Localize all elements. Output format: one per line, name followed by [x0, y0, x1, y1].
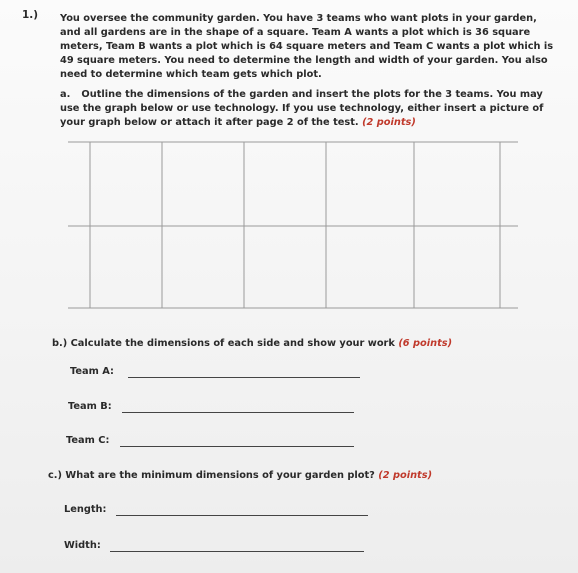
part-a-label: a. [60, 89, 71, 100]
part-a-text: Outline the dimensions of the garden and insert the plots for the 3 teams. You may use the graph below or use technology. If you use technology, either insert a picture of your graph below or attach it after page 2 of the test. [60, 89, 544, 128]
team-a-label: Team A: [70, 366, 114, 377]
width-answer-line[interactable] [110, 551, 364, 552]
team-a-answer-line[interactable] [128, 377, 360, 378]
part-a [60, 88, 555, 130]
part-b-heading [52, 338, 452, 349]
graph-grid[interactable] [68, 140, 518, 310]
team-c-field [66, 435, 109, 446]
team-b-field [68, 401, 112, 412]
team-c-label: Team C: [66, 435, 110, 446]
length-label: Length: [64, 504, 107, 515]
question-intro: You oversee the community garden. You have 3 teams who want plots in your garden, and all gardens are in the shape of a square. Team A wants a plot which is 36 square meters, Team B wants a plot which is 64 square meters and Team C wants a plot which is 49 square meters. You need to determine the length and width of your garden. You also need to determine which team gets which plot. [60, 13, 554, 80]
team-b-label: Team B: [68, 401, 112, 412]
part-c-text: c.) What are the minimum dimensions of your garden plot? [48, 470, 375, 481]
width-field [64, 540, 101, 551]
part-a-points: (2 points) [362, 117, 416, 128]
part-c-points: (2 points) [378, 470, 433, 481]
question-number: 1.) [22, 9, 39, 21]
part-c-heading [48, 470, 432, 481]
team-a-field [70, 366, 114, 377]
part-b-text: b.) Calculate the dimensions of each side and show your work [52, 338, 395, 349]
length-field [64, 504, 106, 515]
width-label: Width: [64, 540, 101, 551]
length-answer-line[interactable] [116, 515, 368, 516]
part-b-points: (6 points) [398, 338, 453, 349]
team-c-answer-line[interactable] [120, 446, 354, 447]
team-b-answer-line[interactable] [122, 412, 354, 413]
